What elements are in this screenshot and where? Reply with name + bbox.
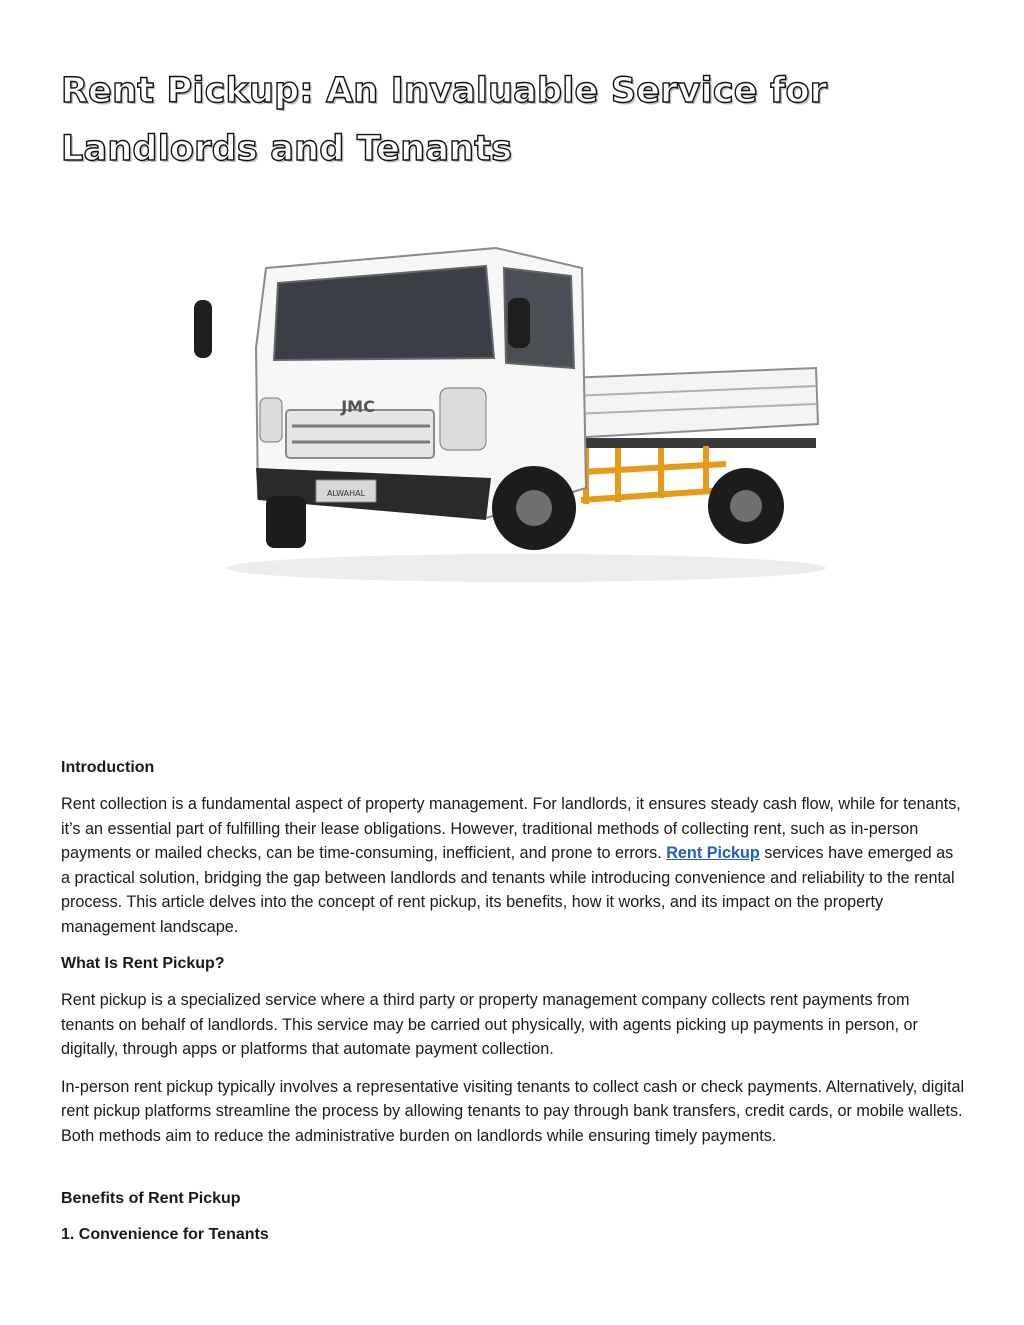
intro-text-part-2: services have emerged as a practical solution, bridging the gap between landlords and tenants while introducing convenience and reliability to the rental process. This article delves into the concept of rent pickup, its benefits, how it works, and its impact on the property management landscape. — [61, 844, 955, 936]
license-plate: ALWAHAL — [326, 489, 366, 498]
section-heading-what-is: What Is Rent Pickup? — [61, 955, 225, 972]
article-body — [61, 756, 966, 1259]
section-heading-introduction: Introduction — [61, 759, 155, 776]
section-heading-benefits: Benefits of Rent Pickup — [61, 1190, 241, 1207]
rent-pickup-link[interactable]: Rent Pickup — [666, 844, 760, 862]
intro-text-part-1: Rent collection is a fundamental aspect of property management. For landlords, it ensures steady cash flow, while for tenants, it’s an essential part of fulfilling their lease obligations. However, traditional methods of collecting rent, such as in-person payments or mailed checks, can be time-consuming, inefficient, and prone to errors. — [61, 795, 961, 862]
truck-image — [186, 228, 846, 588]
benefit-heading-1: 1. Convenience for Tenants — [61, 1226, 269, 1243]
what-paragraph-2: In-person rent pickup typically involves a representative visiting tenants to collect cash or check payments. Alternatively, digital rent pickup platforms streamline the process by allowing tenants to pay through bank transfers, credit cards, or mobile wallets. Both methods aim to reduce the administrative burden on landlords while ensuring timely payments. — [61, 1077, 965, 1145]
spacer — [61, 1161, 966, 1187]
truck-badge: JMC — [341, 397, 375, 416]
intro-paragraph — [61, 792, 966, 939]
what-paragraph-1: Rent pickup is a specialized service where a third party or property management company collects rent payments from tenants on behalf of landlords. This service may be carried out physically, with agents picking up payments in person, or digitally, through apps or platforms that automate payment collection. — [61, 991, 918, 1058]
truck-illustration — [186, 228, 846, 588]
document-title: Rent Pickup: An Invaluable Service for Landlords and Tenants — [61, 71, 828, 169]
